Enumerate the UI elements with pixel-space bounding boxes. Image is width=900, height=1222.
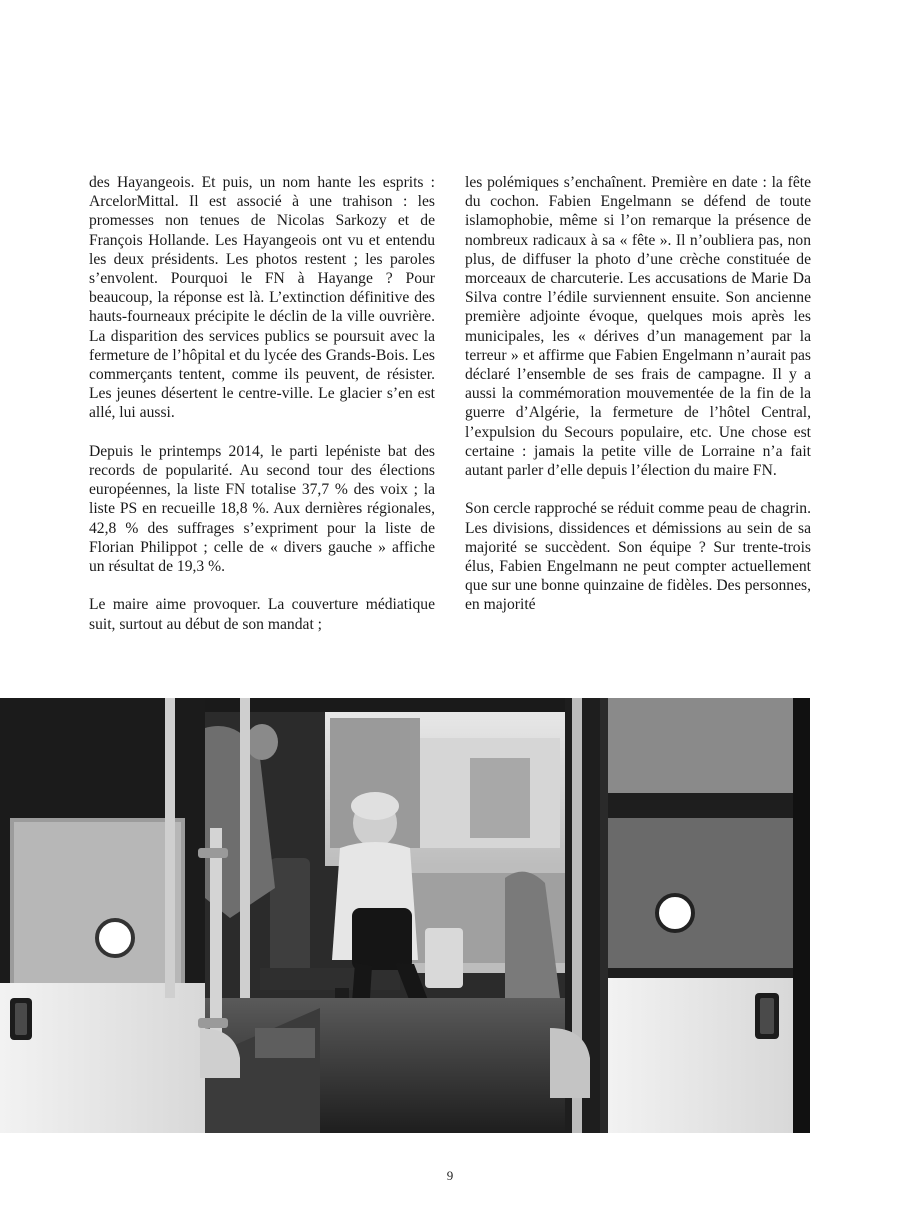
article-right-column xyxy=(465,173,811,615)
article-left-column xyxy=(89,173,435,634)
paragraph: Depuis le printemps 2014, le parti lepéniste bat des records de popularité. Au second tour des élections européennes, la liste FN totalise 37,7 % des voix ; la liste PS en recueille 18,8 %. Aux dernières régionales, 42,8 % des suffrages s’expriment pour la liste de Florian Philippot ; celle de « divers gauche » affiche un résultat de 19,3 %. xyxy=(89,442,435,576)
paragraph: des Hayangeois. Et puis, un nom hante les esprits : ArcelorMittal. Il est associé à une trahison : les promesses non tenues de Nicolas Sarkozy et de François Hollande. Les Hayangeois ont vu et entendu les deux présidents. Les photos restent ; les paroles s’envolent. Pourquoi le FN à Hayange ? Pour beaucoup, la réponse est là. L’extinction définitive des hauts-fourneaux précipite le déclin de la ville ouvrière. La disparition des services publics se poursuit avec la fermeture de l’hôpital et du lycée des Grands-Bois. Les commerçants tentent, comme ils peuvent, de résister. Les jeunes désertent le centre-ville. Le glacier s’en est allé, lui aussi. xyxy=(89,174,435,422)
bus-interior-photo xyxy=(0,698,810,1133)
paragraph: Son cercle rapproché se réduit comme peau de chagrin. Les divisions, dissidences et démissions au sein de sa majorité se succèdent. Son équipe ? Sur trente-trois élus, Fabien Engelmann ne peut compter actuellement que sur une bonne quinzaine de fidèles. Des personnes, en majorité xyxy=(465,500,811,614)
page-number: 9 xyxy=(446,1168,454,1183)
paragraph: Le maire aime provoquer. La couverture médiatique suit, surtout au début de son mandat ; xyxy=(89,596,435,633)
paragraph: les polémiques s’enchaînent. Première en date : la fête du cochon. Fabien Engelmann se défend de toute islamophobie, même si l’on remarque la présence de nombreux radicaux à sa « fête ». Il n’oubliera pas, non plus, de diffuser la photo d’une crèche constituée de morceaux de charcuterie. Les accusations de Marie Da Silva contre l’édile surviennent ensuite. Son ancienne première adjointe évoque, quelques mois après les municipales, les « dérives d’un management par la terreur » et affirme que Fabien Engelmann n’aurait pas déclaré l’ensemble de ses frais de campagne. Il y a aussi la commémoration mouvementée de la fin de la guerre d’Algérie, la fermeture de l’hôtel Central, l’expulsion du Secours populaire, etc. Une chose est certaine : jamais la petite ville de Lorraine n’a fait autant parler d’elle depuis l’élection du maire FN. xyxy=(465,174,811,480)
